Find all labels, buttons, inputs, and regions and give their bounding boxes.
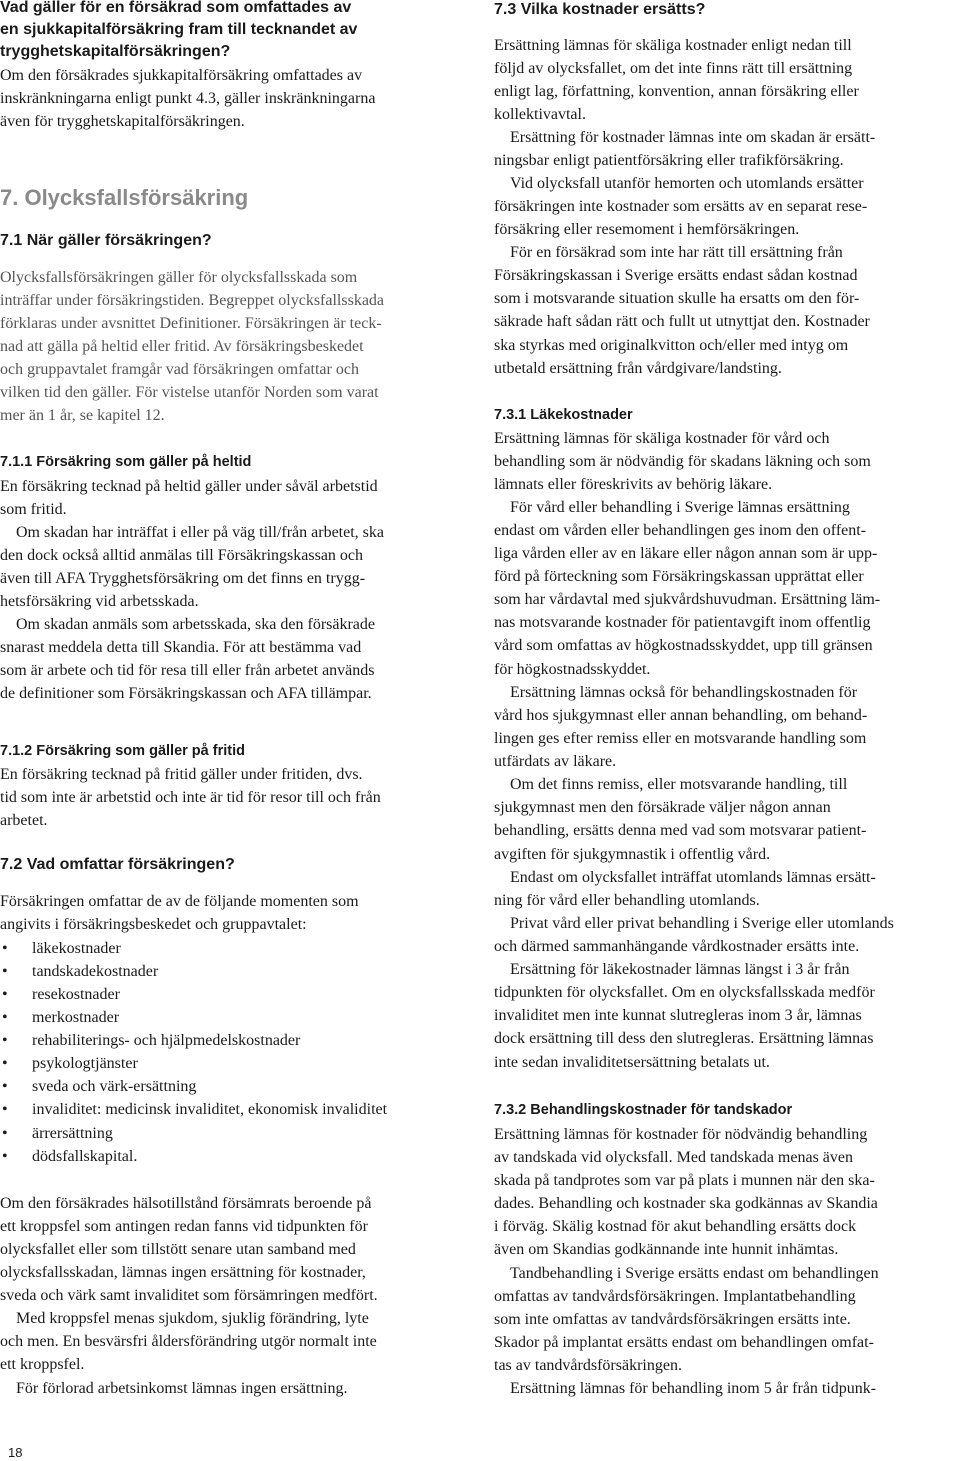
text-line: Olycksfallsförsäkringen gäller för olycksfallsskada som [0, 269, 358, 286]
text-line: liga vården eller av en läkare eller någon annan som är upp- [494, 545, 878, 562]
text-line: För vård eller behandling i Sverige lämnas ersättning [510, 499, 850, 516]
section-heading: 7.3.2 Behandlingskostnader för tandskador [494, 1102, 793, 1118]
text-line: dock ersättning till dess den slutregleras. Ersättning lämnas [494, 1030, 874, 1047]
text-line: Ersättning för läkekostnader lämnas längst i 3 år från [510, 961, 850, 978]
text-line: lingen ges efter remiss eller en motsvarande handling som [494, 730, 867, 747]
text-line: inskränkningarna enligt punkt 4.3, gäller inskränkningarna [0, 90, 376, 107]
text-line: Försäkringskassan i Sverige ersätts endast sådan kostnad [494, 267, 858, 284]
text-line: olycksfallsskadan, lämnas ingen ersättning för kostnader, [0, 1264, 366, 1281]
text-line: för högkostnadsskyddet. [494, 661, 651, 678]
text-line: lämnats eller föreskrivits av behörig läkare. [494, 476, 773, 493]
text-line: Tandbehandling i Sverige ersätts endast om behandlingen [510, 1265, 879, 1282]
text-line: För en försäkrad som inte har rätt till ersättning från [510, 244, 843, 261]
section-heading: 7.1 När gäller försäkringen? [0, 232, 212, 249]
text-line: Ersättning lämnas också för behandlingskostnaden för [510, 684, 858, 701]
bullet-icon: • [2, 1009, 8, 1026]
section-heading: 7.2 Vad omfattar försäkringen? [0, 856, 235, 873]
text-line: endast om vården eller behandlingen ges inom den offent- [494, 522, 867, 539]
text-line: snarast meddela detta till Skandia. För att bestämma vad [0, 639, 362, 656]
bullet-icon: • [2, 1125, 8, 1142]
text-line: behandling som är nödvändig för skadans läkning och som [494, 453, 871, 470]
text-line: som inte omfattas av tandvårdsförsäkringen ersätts inte. [494, 1311, 851, 1328]
text-line: Om skadan har inträffat i eller på väg till/från arbetet, ska [16, 524, 384, 541]
text-line: olycksfallet eller som tillstött senare utan samband med [0, 1241, 356, 1258]
text-line: En försäkring tecknad på heltid gäller under såväl arbetstid [0, 478, 378, 495]
list-item: sveda och värk-ersättning [32, 1078, 197, 1095]
list-item: läkekostnader [32, 940, 121, 957]
text-line: En försäkring tecknad på fritid gäller under fritiden, dvs. [0, 766, 363, 783]
text-line: Ersättning lämnas för skäliga kostnader för vård och [494, 430, 830, 447]
text-line: av tandskada vid olycksfall. Med tandskada menas även [494, 1149, 853, 1166]
text-line: och gruppavtalet framgår vad försäkringen omfattar och [0, 361, 359, 378]
section-heading: 7.3 Vilka kostnader ersätts? [494, 1, 706, 18]
text-line: Privat vård eller privat behandling i Sverige eller utomlands [510, 915, 894, 932]
text-line: vilken tid den gäller. För vistelse utanför Norden som varat [0, 384, 379, 401]
section-heading: 7.1.1 Försäkring som gäller på heltid [0, 454, 252, 470]
text-line: försäkring eller resemoment i hemförsäkringen. [494, 221, 800, 238]
text-line: omfattas av tandvårdsförsäkringen. Implantatbehandling [494, 1288, 856, 1305]
text-line: utbetald ersättning från vårdgivare/landsting. [494, 360, 782, 377]
text-line: utfärdats av läkare. [494, 753, 617, 770]
list-item: dödsfallskapital. [32, 1148, 138, 1165]
text-line: kollektivavtal. [494, 106, 586, 123]
text-line: Ersättning lämnas för behandling inom 5 år från tidpunk- [510, 1380, 877, 1397]
bullet-icon: • [2, 940, 8, 957]
bullet-icon: • [2, 963, 8, 980]
bullet-icon: • [2, 1078, 8, 1095]
text-line: Om den försäkrades sjukkapitalförsäkring omfattades av [0, 67, 363, 84]
text-line: hetsförsäkring vid arbetsskada. [0, 593, 199, 610]
page-number: 18 [8, 1445, 23, 1460]
text-line: följd av olycksfallet, om det inte finns rätt till ersättning [494, 60, 853, 77]
text-line: även om Skandias godkännande inte hunnit inhämtas. [494, 1241, 839, 1258]
text-line: ett kroppsfel. [0, 1356, 85, 1373]
text-line: Ersättning lämnas för skäliga kostnader enligt nedan till [494, 37, 852, 54]
text-line: säkrade haft sådan rätt och fullt ut utnyttjat den. Kostnader [494, 313, 870, 330]
list-item: rehabiliterings- och hjälpmedelskostnader [32, 1032, 301, 1049]
text-line: Ersättning lämnas för kostnader för nödvändig behandling [494, 1126, 868, 1143]
text-line: i förväg. Skälig kostnad för akut behandling ersätts dock [494, 1218, 857, 1235]
section-heading: trygghetskapitalförsäkringen? [0, 43, 231, 60]
text-line: och därmed sammanhängande vårdkostnader ersätts inte. [494, 938, 860, 955]
text-line: angivits i försäkringsbeskedet och gruppavtalet: [0, 916, 307, 933]
bullet-icon: • [2, 1101, 8, 1118]
text-line: dades. Behandling och kostnader ska godkännas av Skandia [494, 1195, 878, 1212]
text-line: ett kroppsfel som antingen redan fanns vid tidpunkten för [0, 1218, 368, 1235]
text-line: sjukgymnast men den försäkrade väljer någon annan [494, 799, 831, 816]
text-line: de definitioner som Försäkringskassan och AFA tillämpar. [0, 685, 372, 702]
list-item: ärrersättning [32, 1125, 113, 1142]
section-heading: en sjukkapitalförsäkring fram till tecknandet av [0, 21, 358, 38]
text-line: den dock också alltid anmälas till Försäkringskassan och [0, 547, 364, 564]
text-line: enligt lag, författning, konvention, annan försäkring eller [494, 83, 859, 100]
text-line: behandling, ersätts denna med vad som motsvarar patient- [494, 822, 867, 839]
text-line: Ersättning för kostnader lämnas inte om skadan är ersätt- [510, 129, 876, 146]
text-line: arbetet. [0, 812, 48, 829]
text-line: som har vårdavtal med sjukvårdshuvudman. Ersättning läm- [494, 591, 881, 608]
text-line: inträffar under försäkringstiden. Begreppet olycksfallsskada [0, 292, 385, 309]
list-item: resekostnader [32, 986, 120, 1003]
text-line: mer än 1 år, se kapitel 12. [0, 407, 165, 424]
text-line: Endast om olycksfallet inträffat utomlands lämnas ersätt- [510, 869, 876, 886]
list-item: psykologtjänster [32, 1055, 138, 1072]
text-line: tid som inte är arbetstid och inte är tid för resor till och från [0, 789, 381, 806]
text-line: nas motsvarande kostnader för patientavgift inom offentlig [494, 614, 871, 631]
list-item: invaliditet: medicinsk invaliditet, ekonomisk invaliditet [32, 1101, 388, 1118]
section-heading: 7.3.1 Läkekostnader [494, 407, 633, 423]
bullet-icon: • [2, 986, 8, 1003]
text-line: Skador på implantat ersätts endast om behandlingen omfat- [494, 1334, 874, 1351]
text-line: Vid olycksfall utanför hemorten och utomlands ersätter [510, 175, 864, 192]
text-line: tas av tandvårdsförsäkringen. [494, 1357, 682, 1374]
text-line: vård hos sjukgymnast eller annan behandling, om behand- [494, 707, 868, 724]
section-heading: 7.1.2 Försäkring som gäller på fritid [0, 743, 245, 759]
text-line: som i motsvarande situation skulle ha ersatts om den för- [494, 290, 860, 307]
text-line: inte sedan invaliditetsersättning betalats ut. [494, 1054, 770, 1071]
text-line: och men. En besvärsfri åldersförändring utgör normalt inte [0, 1333, 377, 1350]
text-line: vård som omfattas av högkostnadsskyddet, upp till gränsen [494, 637, 873, 654]
section-heading: 7. Olycksfallsförsäkring [0, 185, 249, 210]
bullet-icon: • [2, 1055, 8, 1072]
text-line: förd på förteckning som Försäkringskassan upprättat eller [494, 568, 864, 585]
section-heading: Vad gäller för en försäkrad som omfattades av [0, 0, 352, 16]
list-item: tandskadekostnader [32, 963, 159, 980]
text-line: som är arbete och tid för resa till eller från arbetet används [0, 662, 375, 679]
text-line: ningsbar enligt patientförsäkring eller trafikförsäkring. [494, 152, 844, 169]
text-line: Om skadan anmäls som arbetsskada, ska den försäkrade [16, 616, 375, 633]
list-item: merkostnader [32, 1009, 120, 1026]
text-line: ning för vård eller behandling utomlands. [494, 892, 760, 909]
text-line: nad att gälla på heltid eller fritid. Av försäkringsbeskedet [0, 338, 364, 355]
text-line: förklaras under avsnittet Definitioner. Försäkringen är teck- [0, 315, 382, 332]
text-line: avgiften för sjukgymnastik i offentlig vård. [494, 846, 771, 863]
text-line: som fritid. [0, 501, 67, 518]
bullet-icon: • [2, 1032, 8, 1049]
text-line: skada på tandprotes som var på plats i munnen när den ska- [494, 1172, 875, 1189]
text-line: invaliditet men inte kunnat slutregleras inom 3 år, lämnas [494, 1007, 862, 1024]
text-line: Om det finns remiss, eller motsvarande handling, till [510, 776, 848, 793]
text-line: försäkringen inte kostnader som ersätts av en separat rese- [494, 198, 868, 215]
text-line: Med kroppsfel menas sjukdom, sjuklig förändring, lyte [16, 1310, 369, 1327]
text-line: även till AFA Trygghetsförsäkring om det finns en trygg- [0, 570, 366, 587]
text-line: sveda och värk samt invaliditet som försämringen medfört. [0, 1287, 378, 1304]
text-line: Försäkringen omfattar de av de följande momenten som [0, 893, 359, 910]
text-line: För förlorad arbetsinkomst lämnas ingen ersättning. [16, 1380, 348, 1397]
text-line: ska styrkas med originalkvitton och/eller med intyg om [494, 337, 849, 354]
text-line: även för trygghetskapitalförsäkringen. [0, 113, 245, 130]
text-line: Om den försäkrades hälsotillstånd försämrats beroende på [0, 1195, 372, 1212]
bullet-icon: • [2, 1148, 8, 1165]
text-line: tidpunkten för olycksfallet. Om en olycksfallsskada medför [494, 984, 875, 1001]
